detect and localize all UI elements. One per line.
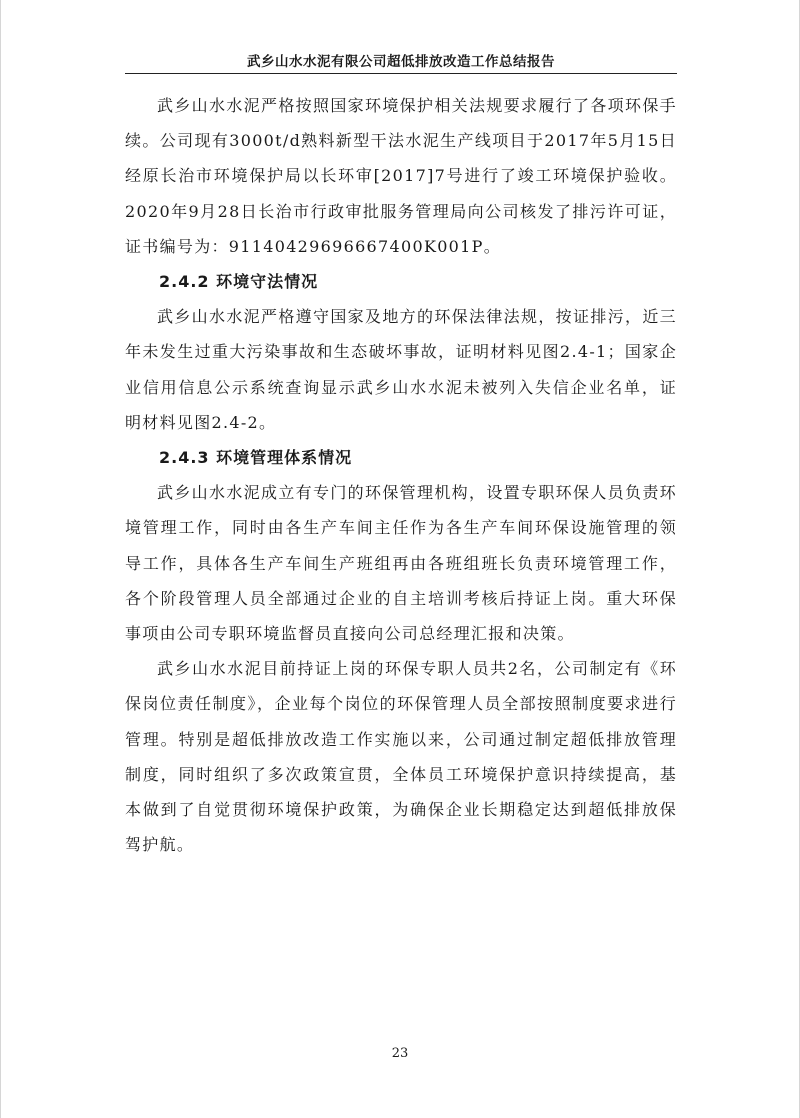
section-heading-2-4-3: 2.4.3 环境管理体系情况	[159, 448, 353, 468]
paragraph-env-management-org: 武乡山水水泥成立有专门的环保管理机构，设置专职环保人员负责环境管理工作，同时由各生产车间主任作为各生产车间环保设施管理的领导工作，具体各生产车间生产班组再由各班组班长负责环境管理工作，各个阶段管理人员全部通过企业的自主培训考核后持证上岗。重大环保事项由公司专职环境监督员直接向公司总经理汇报和决策。	[125, 483, 677, 644]
page-body	[125, 88, 677, 862]
paragraph-env-staff: 武乡山水水泥目前持证上岗的环保专职人员共2名，公司制定有《环保岗位责任制度》，企业每个岗位的环保管理人员全部按照制度要求进行管理。特别是超低排放改造工作实施以来，公司通过制定超低排放管理制度，同时组织了多次政策宣贯，全体员工环境保护意识持续提高，基本做到了自觉贯彻环境保护政策，为确保企业长期稳定达到超低排放保驾护航。	[125, 659, 677, 855]
paragraph-env-procedures: 武乡山水水泥严格按照国家环境保护相关法规要求履行了各项环保手续。公司现有3000t/d熟料新型干法水泥生产线项目于2017年5月15日经原长治市环境保护局以长环审[2017]7号进行了竣工环境保护验收。2020年9月28日长治市行政审批服务管理局向公司核发了排污许可证，证书编号为：91140429696667400K001P。	[125, 96, 677, 256]
header-rule	[125, 73, 677, 74]
running-header: 武乡山水水泥有限公司超低排放改造工作总结报告	[247, 54, 555, 70]
section-heading-2-4-2: 2.4.2 环境守法情况	[159, 272, 319, 292]
page-number: 23	[391, 1046, 409, 1061]
paragraph-env-compliance: 武乡山水水泥严格遵守国家及地方的环保法律法规，按证排污，近三年未发生过重大污染事故和生态破坏事故，证明材料见图2.4-1；国家企业信用信息公示系统查询显示武乡山水水泥未被列入失信企业名单，证明材料见图2.4-2。	[125, 307, 677, 432]
